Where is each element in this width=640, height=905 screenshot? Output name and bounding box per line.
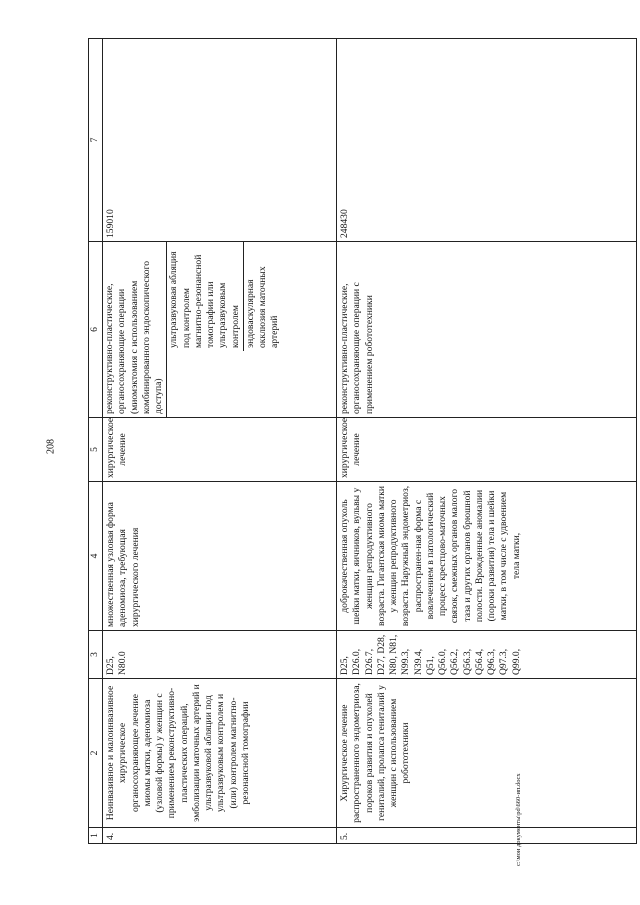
header-cell: 1 — [89, 828, 103, 844]
treatment-methods — [103, 242, 337, 418]
treatment-method: эндоваскулярная окклюзия маточных артерий — [244, 266, 281, 348]
treatment-type: хирургическое лечение — [337, 418, 637, 482]
treatment-method: реконструктивно-пластические, органосохраняющие операции (миомэктомия с использованием комбинированного эндоскопического доступа) — [103, 242, 167, 417]
service-name: Хирургическое лечение распространенного эндометриоза, пороков развития и опухолей гениталий, пролапса гениталий у женщин с использованием робототехники — [337, 679, 637, 828]
services-table — [88, 38, 637, 844]
header-cell: 6 — [89, 242, 103, 418]
treatment-type: хирургическое лечение — [103, 418, 337, 482]
row-number: 4. — [103, 828, 337, 844]
header-cell: 5 — [89, 418, 103, 482]
patient-model: доброкачественная опухоль шейки матки, яичников, вульвы у женщин репродуктивного возраста. Гигантская миома матки у женщин репродуктивного возраста. Наружный эндометриоз, распространен-ная форма с вовлечением в патологический процесс крестцово-маточных связок, смежных органов малого таза и других органов брюшной полости. Врожденные аномалии (пороки развития) тела и шейки матки, в том числе с удвоением тела матки, — [337, 482, 637, 631]
header-cell: 4 — [89, 482, 103, 631]
footer-path: c:\мои документы\pd\660-ип.docx — [515, 773, 522, 866]
patient-model: множественная узловая форма аденомиоза, требующая хирургического лечения — [103, 482, 337, 631]
cost-value: 159010 — [103, 39, 337, 242]
table-row — [103, 39, 337, 844]
header-cell: 3 — [89, 631, 103, 679]
header-row — [89, 39, 103, 844]
service-name: Неинвазивное и малоинвазивное хирургическое органосохраняющее лечение миомы матки, аденомиоза (узловой формы) у женщин с применением реконструктивно-пластических операций, эмболизации маточных артерий и ультразвуковой абляции под ультразвуковым контролем и (или) контролем магнитно-резонансной томографии — [103, 679, 337, 828]
table-row — [337, 39, 637, 844]
header-cell: 2 — [89, 679, 103, 828]
diagnosis-codes: D25, D26.0, D26.7, D27, D28, N80, N81, N99.3, N39.4, Q51, Q56.0, Q56.2, Q56.3, Q56.4, Q96.3, Q97.3, Q99.0, — [337, 631, 637, 679]
treatment-method: ультразвуковая абляция под контролем магнитно-резонансной томографии или ультразвуковым контролем — [167, 242, 244, 351]
rotated-table-container — [88, 38, 637, 844]
cost-value: 248430 — [337, 39, 637, 242]
header-cell: 7 — [89, 39, 103, 242]
page-number: 208 — [45, 439, 57, 454]
diagnosis-codes: D25, N80.0 — [103, 631, 337, 679]
treatment-method: реконструктивно-пластические, органосохраняющие операции с применением робототехники — [337, 242, 637, 418]
row-number: 5. — [337, 828, 637, 844]
